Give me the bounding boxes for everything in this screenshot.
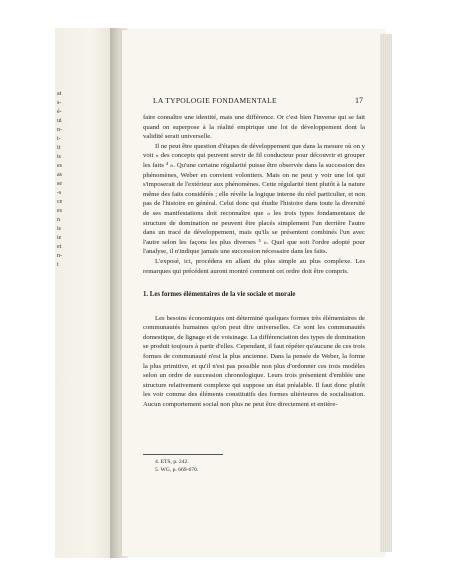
left-page-fragment: at: [57, 91, 62, 97]
page-stack-edges: [380, 34, 392, 552]
left-page-fragment: ui: [57, 118, 62, 124]
running-head: LA TYPOLOGIE FONDAMENTALE: [153, 96, 277, 105]
footnote-4: 4. ETS, p. 242.: [155, 459, 189, 465]
paragraph-2: Il ne peut être question d'étapes de développement que dans la mesure où on y voit « des concepts qui peuvent servir de fil conducteur pour découvrir et grouper les faits ⁴ ». Qu'une certaine régularité puisse être observée dans la succession des phénomènes, Weber en convient volontiers. Mais on ne peut y voir une loi qui s'imposerait de l'extérieur aux phénomènes. Cette régularité tient plutôt à la nature même des faits considérés ; elle révèle la logique interne du réel particulier, et non pas de l'histoire en général. Celui donc qui étudie l'histoire dans toute la diversité de ses manifestations doit reconnaître que « les trois types fondamentaux de structure de domination ne peuvent être placés simplement l'un derrière l'autre dans un tracé de développement, mais qu'ils se présentent combinés l'un avec l'autre selon les façons les plus diverses ⁵ ». Quel que soit l'ordre adopté pour l'analyse, il n'indique jamais une succession nécessaire dans les faits.: [143, 142, 365, 256]
left-page-fragment: is: [57, 226, 62, 232]
left-page-fragment: s-: [57, 100, 62, 106]
paragraph-1: faire connaître une identité, mais une différence. Or c'est bien l'inverse qui se fait quand on superpose à la réalité empirique une loi de développement dont la validité serait universelle.: [143, 114, 365, 141]
left-page-fragment: ts: [57, 154, 62, 160]
paragraph-4: Les besoins économiques ont déterminé quelques formes très élémentaires de communautés humaines qu'on peut dire universelles. Ce sont les communautés domestique, de lignage et de voisinage. La différenciation des types de domination se produit toujours à partir d'elles. Cependant, il faut répéter qu'aucune de ces trois formes de communauté n'est la plus ancienne. Dans la pensée de Weber, la forme la plus primitive, et qu'il n'est pas possible non plus d'ordonner ces trois modèles selon un ordre de succession chronologique. Leurs trois présentent d'emblée une structure relativement complexe qui suppose un état préalable. Il faut donc plutôt les voir comme des éléments constitutifs des formes ultérieures de socialisation. Aucun comportement social non plus ne peut être directement et entière-: [143, 314, 365, 409]
left-page-fragment: ie: [57, 235, 62, 241]
page-body: [143, 113, 365, 410]
left-page-fragment: it: [57, 145, 61, 151]
page-header: [143, 96, 365, 108]
left-page-fragment: es: [57, 208, 62, 214]
page-number: 17: [355, 96, 363, 105]
footnote-5: 5. WG, p. 669-670.: [155, 467, 199, 473]
footnotes: [155, 458, 198, 474]
left-page-fragment: t-: [57, 136, 61, 142]
left-page-fragment: é-: [57, 109, 62, 115]
left-page-fragment: t: [57, 262, 59, 268]
left-page-fragment: se: [57, 181, 62, 187]
left-page-fragment: es: [57, 163, 62, 169]
left-page-text-fragments: [57, 90, 65, 270]
section-heading: 1. Les formes élémentaires de la vie sociale et morale: [143, 291, 296, 299]
footnote-rule: [143, 454, 223, 455]
left-page-fragment: as: [57, 172, 62, 178]
left-page-fragment: n-: [57, 127, 62, 133]
left-page-fragment: n-: [57, 253, 62, 259]
left-page-fragment: n: [57, 217, 60, 223]
left-page-fragment: -s: [57, 190, 62, 196]
left-page-fragment: ce: [57, 199, 63, 205]
left-page-fragment: et: [57, 244, 62, 250]
paragraph-3: L'exposé, ici, procédera en allant du plus simple au plus complexe. Les remarques qui précédent auront montré comment cet ordre doit être compris.: [143, 257, 365, 275]
